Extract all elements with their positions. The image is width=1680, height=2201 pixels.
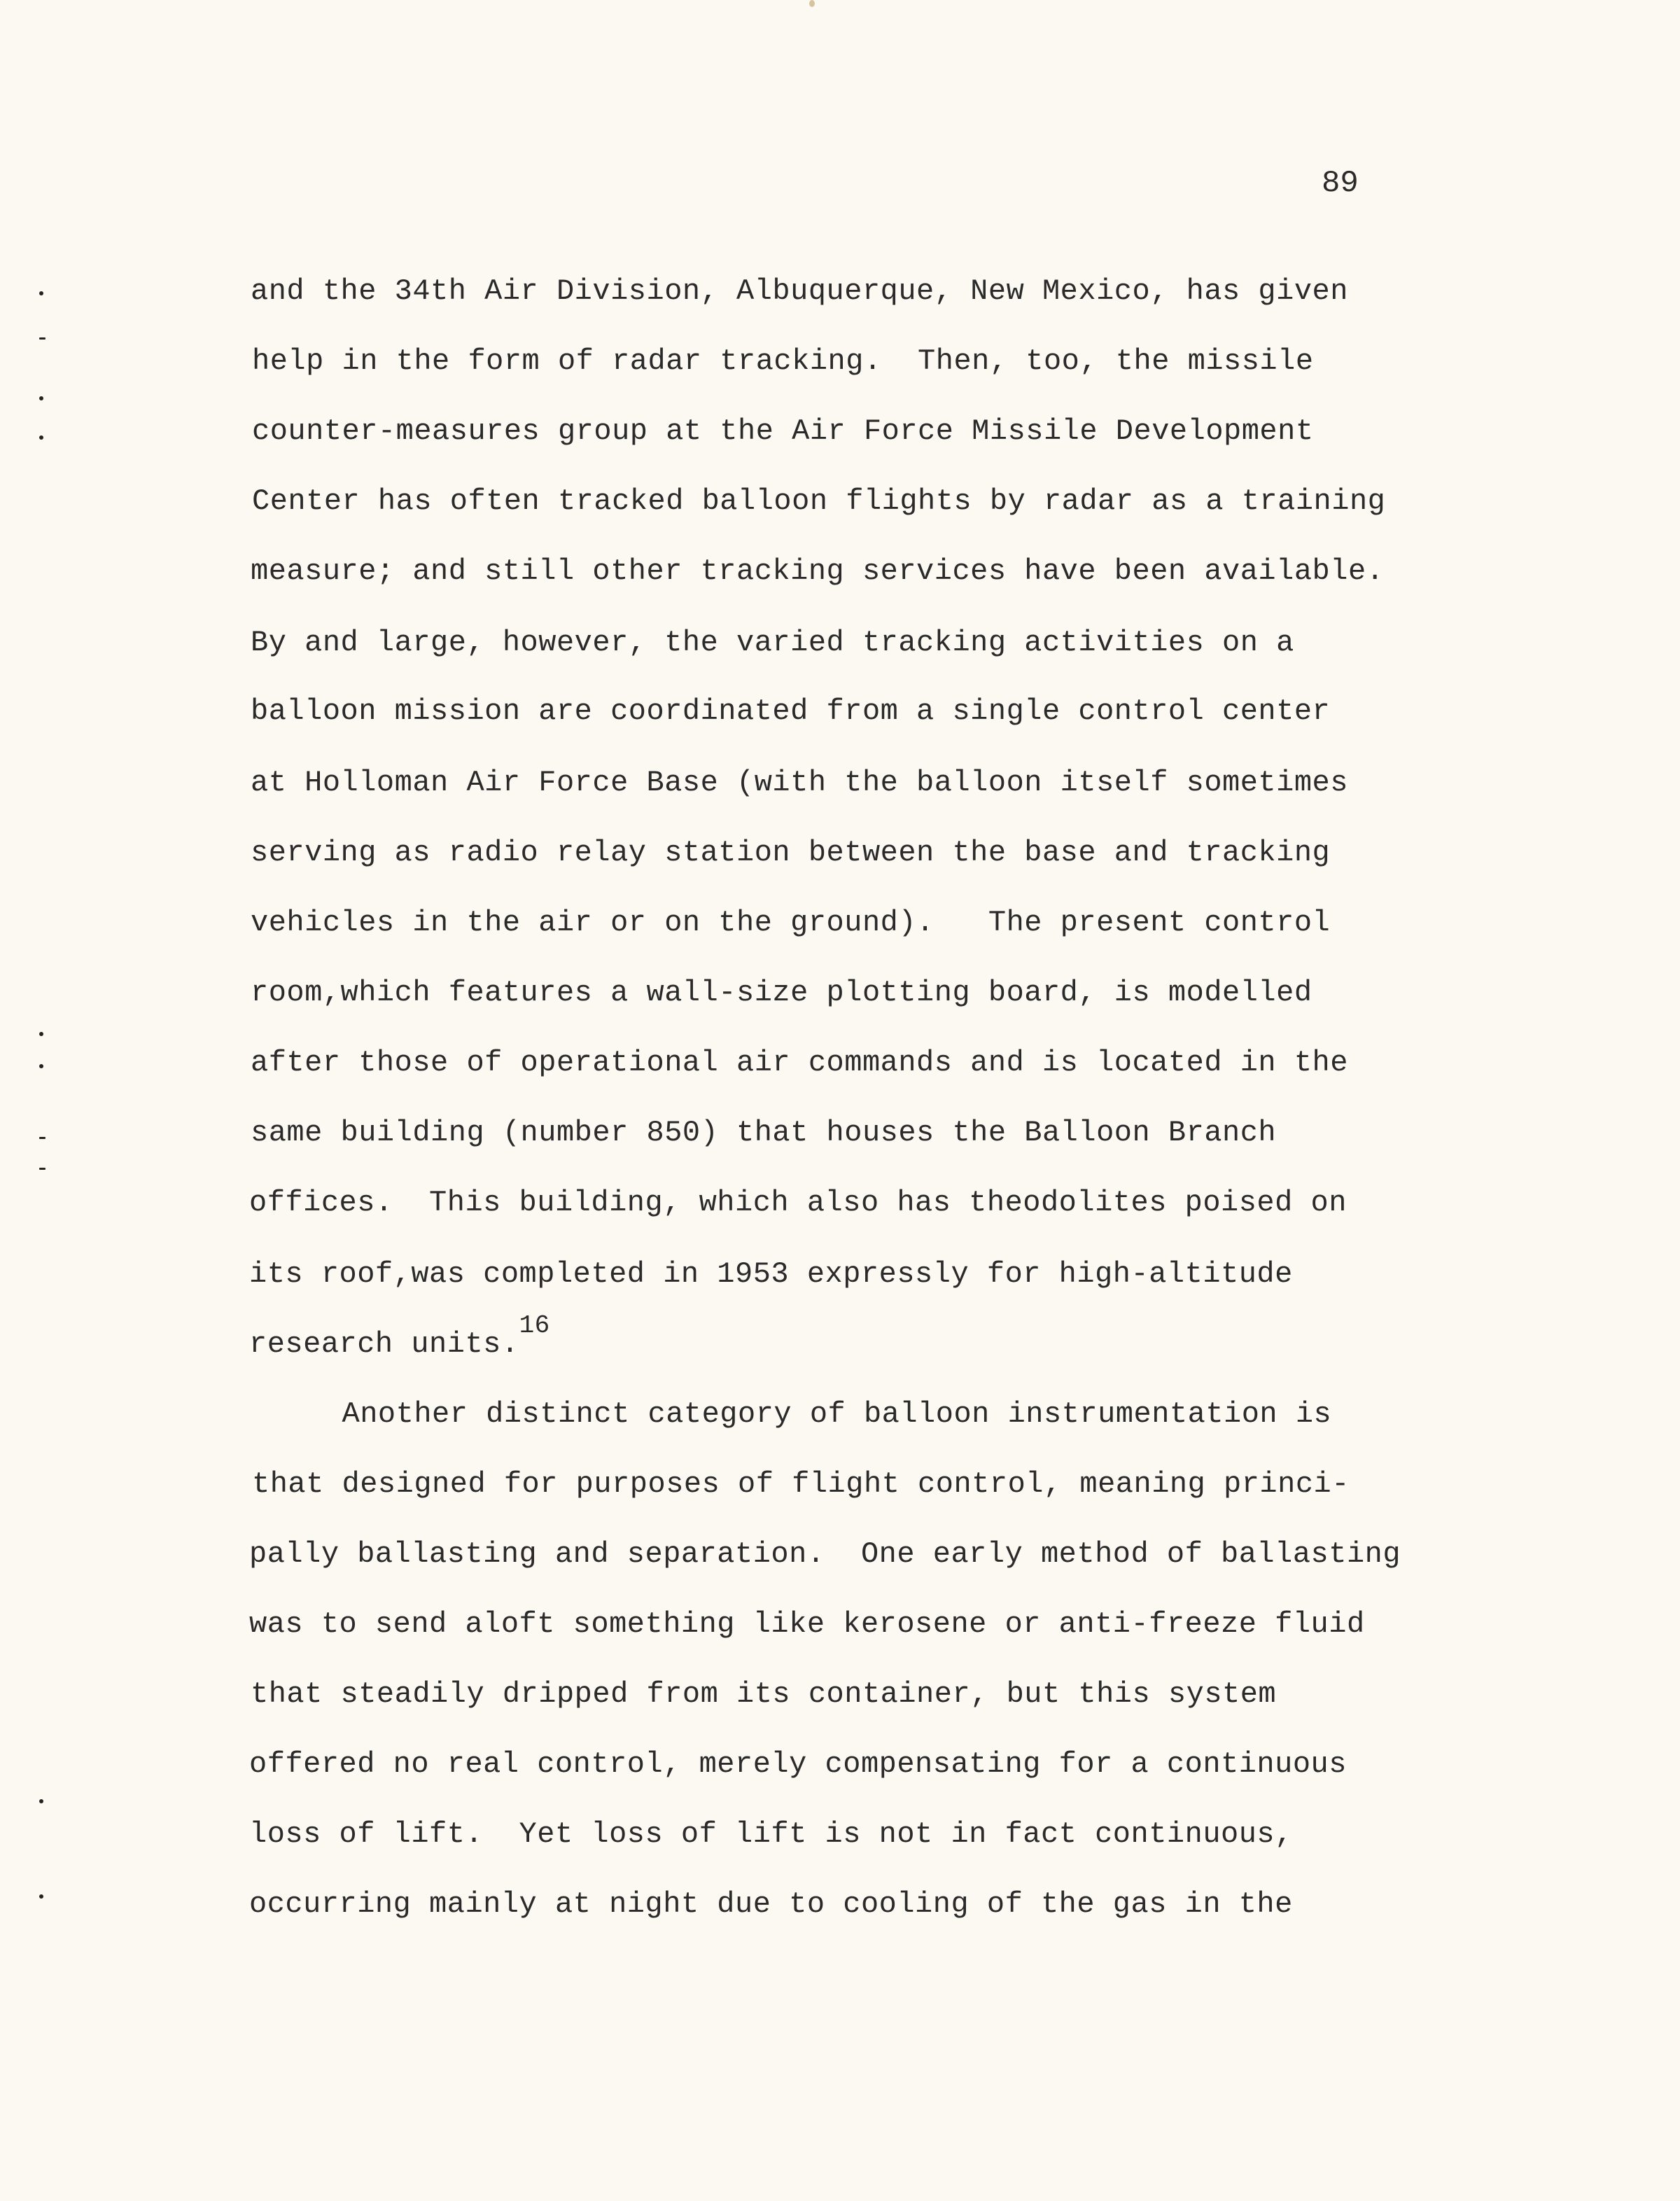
text-line: pally ballasting and separation. One early method of ballasting: [249, 1537, 1401, 1571]
text-line: counter-measures group at the Air Force Missile Development: [252, 414, 1314, 448]
text-line: By and large, however, the varied tracking activities on a: [251, 626, 1294, 659]
margin-speck: [39, 1894, 43, 1899]
footnote-reference: 16: [519, 1311, 550, 1340]
text-line: balloon mission are coordinated from a single control center: [251, 694, 1331, 728]
text-line: offices. This building, which also has theodolites poised on: [249, 1186, 1347, 1220]
margin-speck: [39, 396, 43, 400]
text-line: loss of lift. Yet loss of lift is not in fact continuous,: [249, 1817, 1293, 1851]
text-line: its roof,was completed in 1953 expressly for high-altitude: [249, 1257, 1293, 1291]
text-line: after those of operational air commands and is located in the: [251, 1046, 1348, 1079]
text-line: room,which features a wall-size plotting board, is modelled: [251, 976, 1312, 1009]
text-line: that steadily dripped from its container, but this system: [251, 1677, 1277, 1711]
text-line: same building (number 850) that houses the Balloon Branch: [251, 1116, 1277, 1150]
text-line: Another distinct category of balloon instrumentation is: [252, 1397, 1332, 1431]
text-line: that designed for purposes of flight control, meaning princi-: [252, 1467, 1350, 1501]
margin-speck: [39, 1137, 46, 1139]
margin-speck: [39, 1032, 43, 1036]
text-line: offered no real control, merely compensating for a continuous: [249, 1747, 1347, 1781]
text-line: help in the form of radar tracking. Then, too, the missile: [252, 344, 1314, 378]
margin-speck: [39, 291, 43, 295]
text-line: serving as radio relay station between the base and tracking: [251, 836, 1331, 869]
text-line: was to send aloft something like kerosene or anti-freeze fluid: [249, 1607, 1365, 1641]
text-line: Center has often tracked balloon flights by radar as a training: [252, 484, 1386, 518]
text-line: and the 34th Air Division, Albuquerque, New Mexico, has given: [251, 274, 1348, 308]
margin-speck: [39, 1064, 43, 1068]
margin-speck: [39, 337, 46, 340]
text-line: research units.: [249, 1327, 519, 1361]
text-line: occurring mainly at night due to cooling of the gas in the: [249, 1887, 1293, 1921]
text-line: measure; and still other tracking services have been available.: [251, 554, 1385, 588]
margin-speck: [39, 435, 43, 440]
margin-speck: [39, 1168, 46, 1170]
text-line-with-footnote: [249, 1311, 550, 1367]
paper-speck: [809, 0, 815, 7]
margin-speck: [39, 1799, 43, 1803]
text-line: at Holloman Air Force Base (with the balloon itself sometimes: [251, 766, 1348, 799]
text-line: vehicles in the air or on the ground). The present control: [251, 906, 1331, 939]
page-number: 89: [1322, 166, 1359, 201]
